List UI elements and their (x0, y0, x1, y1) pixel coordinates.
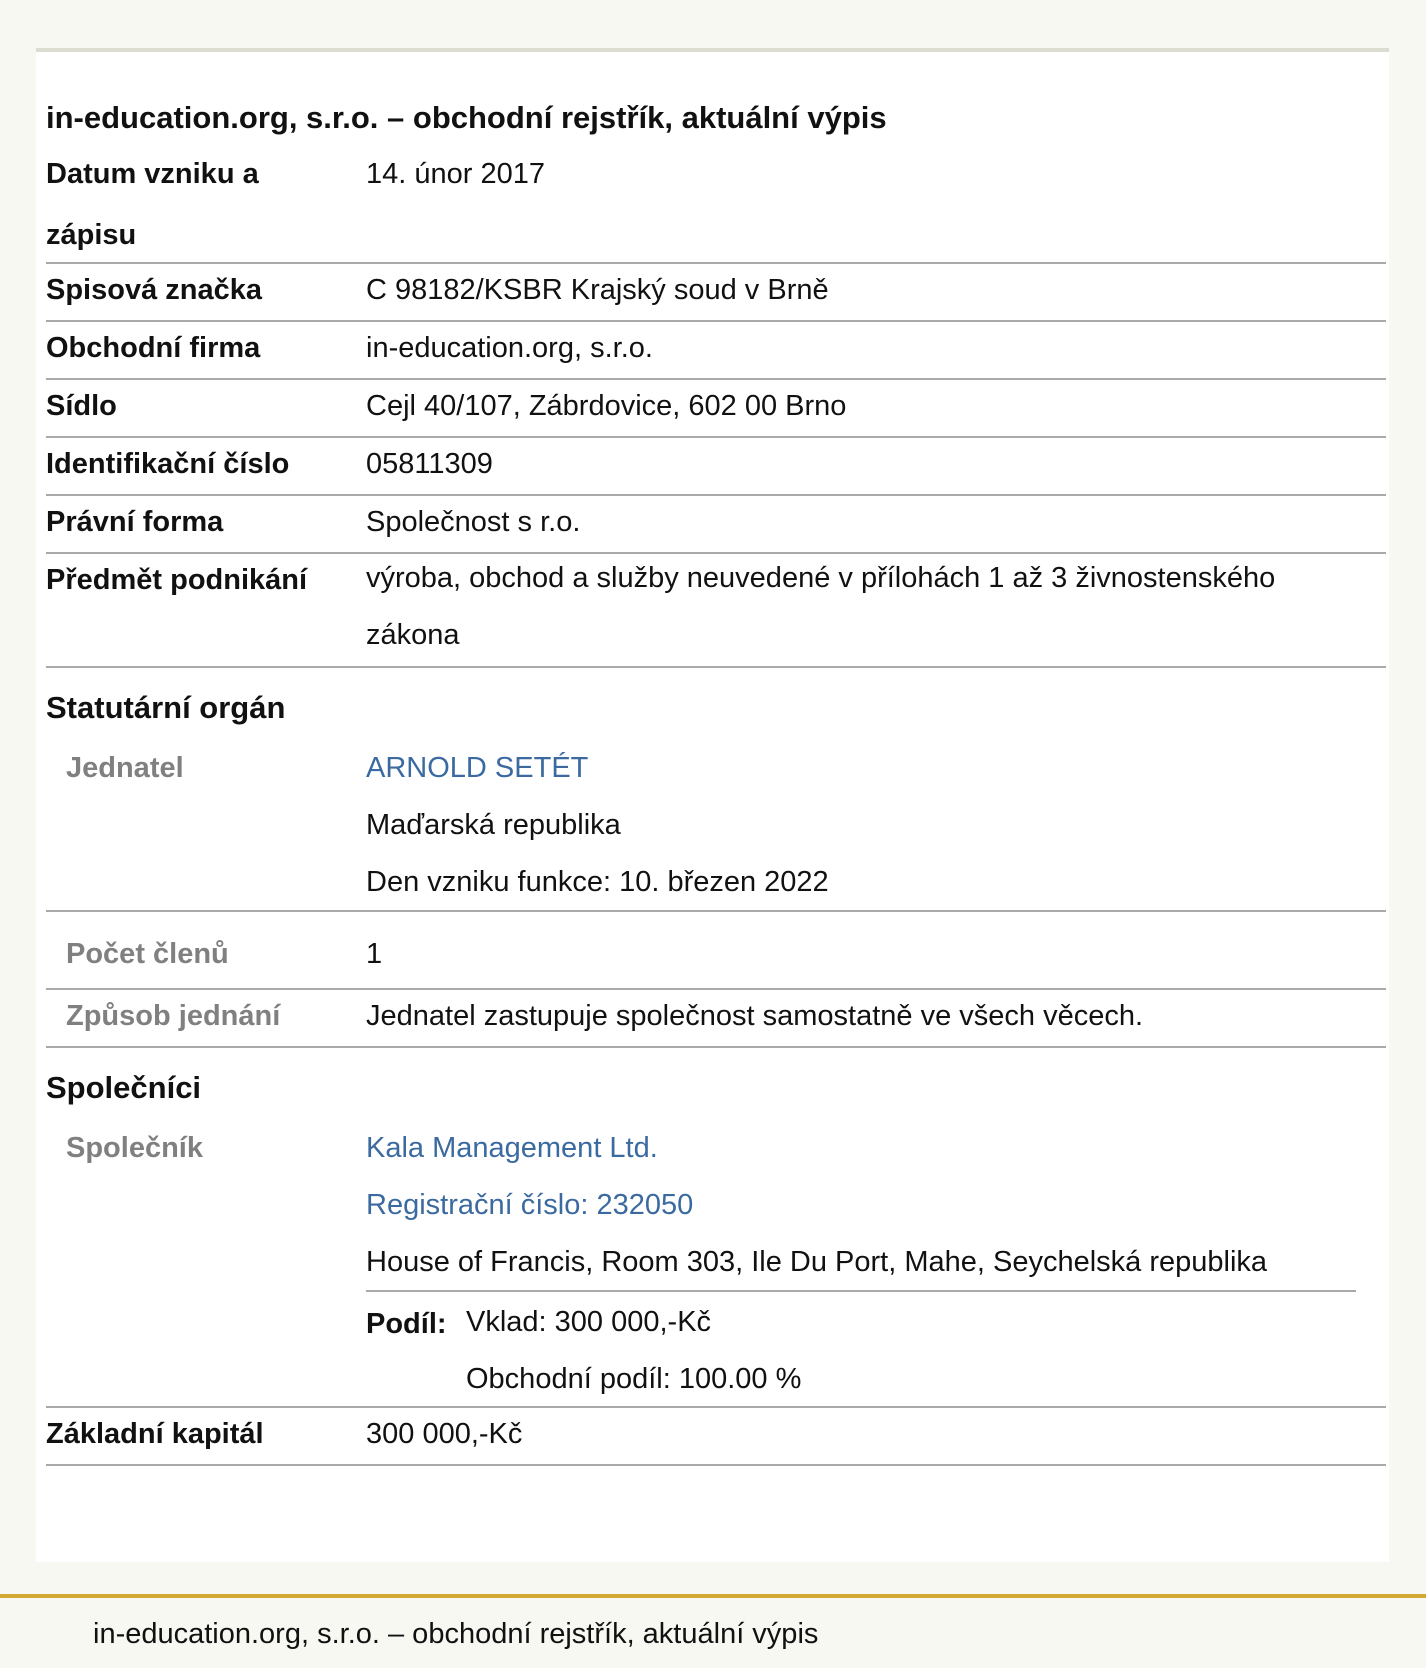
value-predmet-line-1: výroba, obchod a služby neuvedené v přílohách 1 až 3 živnostenského (366, 562, 1276, 594)
row-jednatel (46, 738, 1386, 912)
row-sidlo (46, 378, 1386, 438)
podil-vklad: Vklad: 300 000,-Kč (466, 1306, 712, 1338)
row-predmet-podnikani (46, 552, 1386, 668)
row-pravni-forma (46, 494, 1386, 554)
label-pravni-forma: Právní forma (46, 506, 224, 538)
label-datum-line-2: zápisu (46, 219, 137, 251)
value-sidlo: Cejl 40/107, Zábrdovice, 602 00 Brno (366, 390, 847, 422)
label-spolecnik: Společník (66, 1132, 203, 1164)
row-datum-vzniku (46, 144, 1386, 264)
footer (0, 1594, 1426, 1668)
value-zakladni-kapital: 300 000,-Kč (366, 1418, 523, 1450)
label-podil: Podíl: (366, 1308, 447, 1340)
label-spisova-znacka: Spisová značka (46, 274, 262, 306)
label-pocet-clenu: Počet členů (66, 938, 229, 970)
spolecnik-name-link[interactable]: Kala Management Ltd. (366, 1132, 658, 1164)
label-datum-line-1: Datum vzniku a (46, 158, 259, 190)
footer-text: in-education.org, s.r.o. – obchodní rejstřík, aktuální výpis (93, 1618, 819, 1650)
section-statutarni-organ: Statutární orgán (46, 690, 286, 725)
label-obchodni-firma: Obchodní firma (46, 332, 261, 364)
podil-divider (366, 1290, 1356, 1292)
jednatel-country: Maďarská republika (366, 809, 621, 841)
value-jednatel (366, 740, 1326, 911)
value-identifikacni-cislo: 05811309 (366, 448, 493, 480)
row-identifikacni-cislo (46, 436, 1386, 496)
jednatel-name-link[interactable]: ARNOLD SETÉT (366, 752, 589, 784)
row-spolecnik (46, 1118, 1386, 1408)
register-extract-card (36, 48, 1389, 1562)
value-obchodni-firma: in-education.org, s.r.o. (366, 332, 653, 364)
value-datum-vzniku: 14. únor 2017 (366, 158, 545, 190)
podil-obchodni: Obchodní podíl: 100.00 % (466, 1363, 802, 1395)
page-title: in-education.org, s.r.o. – obchodní rejstřík, aktuální výpis (46, 100, 887, 135)
label-predmet-podnikani: Předmět podnikání (46, 564, 308, 596)
spolecnik-address: House of Francis, Room 303, Ile Du Port, Mahe, Seychelská republika (366, 1246, 1268, 1278)
row-pocet-clenu (46, 910, 1386, 990)
jednatel-since: Den vzniku funkce: 10. březen 2022 (366, 866, 829, 898)
value-podil (466, 1294, 801, 1408)
spolecnik-reg-link[interactable]: Registrační číslo: 232050 (366, 1189, 694, 1221)
section-spolecnici: Společníci (46, 1070, 202, 1105)
value-spisova-znacka: C 98182/KSBR Krajský soud v Brně (366, 274, 829, 306)
label-datum-vzniku (46, 144, 346, 266)
label-zakladni-kapital: Základní kapitál (46, 1418, 264, 1450)
label-zpusob-jednani: Způsob jednání (66, 1000, 281, 1032)
value-pocet-clenu: 1 (366, 938, 383, 970)
value-spolecnik (366, 1120, 1326, 1291)
value-predmet-podnikani (366, 550, 1326, 664)
row-obchodni-firma (46, 320, 1386, 380)
row-zakladni-kapital (46, 1406, 1386, 1466)
label-jednatel: Jednatel (66, 752, 184, 784)
row-spisova-znacka (46, 262, 1386, 322)
label-sidlo: Sídlo (46, 390, 117, 422)
row-zpusob-jednani (46, 988, 1386, 1048)
label-identifikacni-cislo: Identifikační číslo (46, 448, 290, 480)
value-zpusob-jednani: Jednatel zastupuje společnost samostatně ve všech věcech. (366, 1000, 1144, 1032)
value-predmet-line-2: zákona (366, 619, 460, 651)
value-pravni-forma: Společnost s r.o. (366, 506, 581, 538)
